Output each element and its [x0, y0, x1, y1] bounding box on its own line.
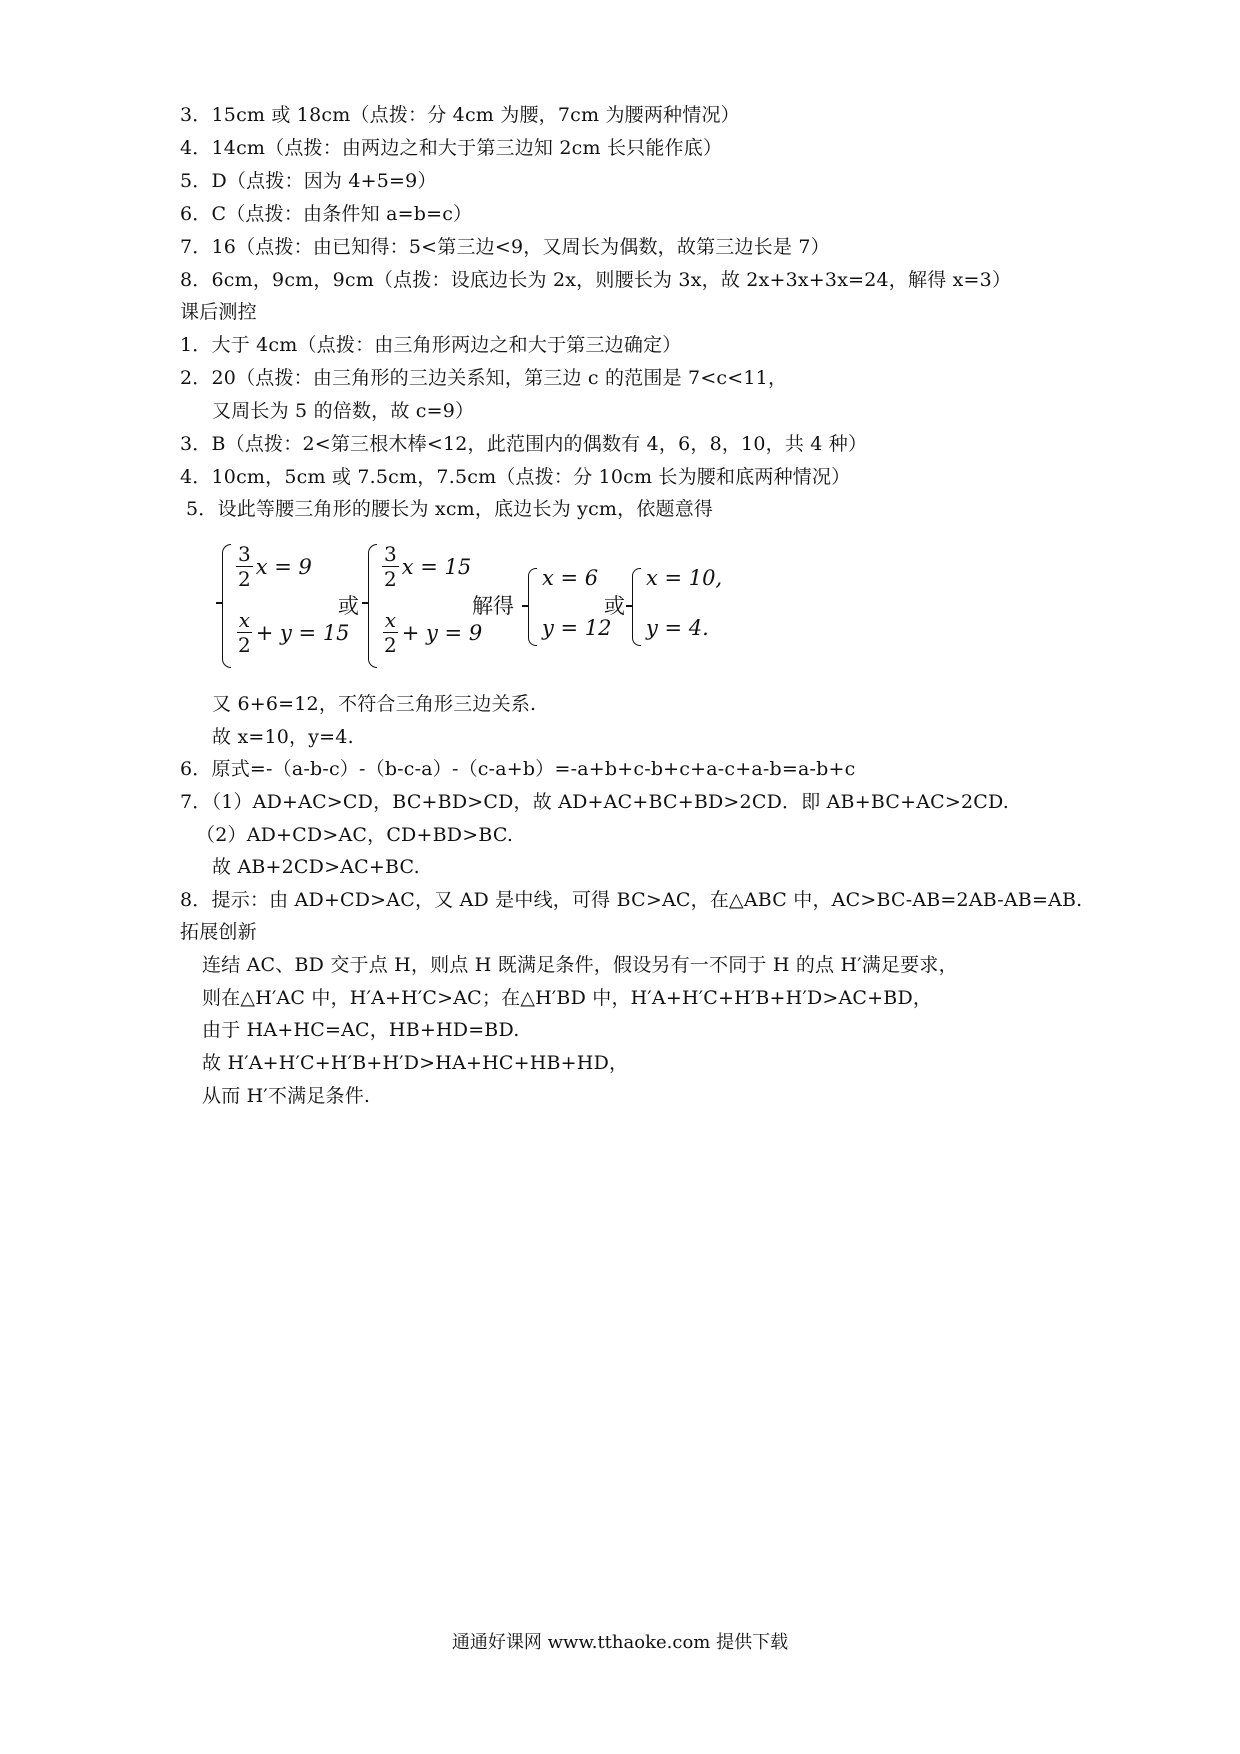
equation-system-1 [222, 540, 352, 670]
section-heading-extension: 拓展创新 [180, 921, 257, 943]
answer-5: 5．D（点拨：因为 4+5=9） [180, 170, 437, 192]
or-word-2: 或 [604, 594, 625, 618]
answer-c5: 5．设此等腰三角形的腰长为 xcm，底边长为 ycm，依题意得 [186, 498, 714, 520]
extension-line-2: 则在△H′AC 中，H′A+H′C>AC；在△H′BD 中，H′A+H′C+H′B+H′D>AC+BD， [202, 987, 933, 1009]
answer-3: 3．15cm 或 18cm（点拨：分 4cm 为腰，7cm 为腰两种情况） [180, 104, 740, 126]
left-brace [368, 544, 377, 668]
solution-row: x = 10, [646, 566, 723, 590]
answer-c7-2: （2）AD+CD>AC，CD+BD>BC. [196, 824, 514, 846]
solution-row: y = 12 [542, 616, 612, 640]
answer-c7-1: 7．（1）AD+AC>CD，BC+BD>CD，故 AD+AC+BC+BD>2CD．即 AB+BC+AC>2CD. [180, 791, 1010, 813]
answer-c5-check: 又 6+6=12，不符合三角形三边关系. [212, 693, 537, 715]
solution-2 [632, 568, 722, 644]
frac-num: x [238, 608, 250, 632]
equation-system-2 [368, 540, 488, 670]
left-brace [222, 544, 231, 668]
answer-c4: 4．10cm，5cm 或 7.5cm，7.5cm（点拨：分 10cm 长为腰和底两种情况） [180, 466, 851, 488]
eq-row-rest: + y = 9 [401, 620, 483, 645]
answer-c5-result: 故 x=10，y=4. [212, 726, 354, 748]
eq-row-rest: x = 15 [401, 554, 472, 579]
eq-row-rest: + y = 15 [255, 620, 350, 645]
answer-4: 4．14cm（点拨：由两边之和大于第三边知 2cm 长只能作底） [180, 137, 723, 159]
answer-c8: 8．提示：由 AD+CD>AC，又 AD 是中线，可得 BC>AC，在△ABC 中，AC>BC-AB=2AB-AB=AB. [180, 889, 1083, 911]
answer-c1: 1．大于 4cm（点拨：由三角形两边之和大于第三边确定） [180, 334, 682, 356]
frac-den: 2 [238, 567, 251, 591]
page-footer: 通通好课网 www.tthaoke.com 提供下载 [451, 1632, 789, 1653]
frac-den: 2 [384, 567, 397, 591]
or-word: 或 [338, 594, 359, 618]
equation-systems [222, 540, 742, 670]
frac-num: x [384, 608, 396, 632]
extension-line-3: 由于 HA+HC=AC，HB+HD=BD. [202, 1019, 520, 1041]
answer-7: 7．16（点拨：由已知得：5<第三边<9，又周长为偶数，故第三边长是 7） [180, 236, 830, 258]
left-brace [528, 568, 537, 646]
eq-row-rest: x = 9 [255, 554, 312, 579]
frac-num: 3 [384, 542, 397, 566]
left-brace [632, 568, 641, 646]
answer-c6: 6．原式=-（a-b-c）-（b-c-a）-（c-a+b）=-a+b+c-b+c+a-c+a-b=a-b+c [180, 758, 856, 780]
answer-c7-3: 故 AB+2CD>AC+BC. [212, 856, 420, 878]
solution-row: x = 6 [542, 566, 599, 590]
solve-word: 解得 [472, 594, 514, 618]
extension-line-4: 故 H′A+H′C+H′B+H′D>HA+HC+HB+HD， [202, 1052, 629, 1074]
solution-1 [528, 566, 612, 644]
frac-den: 2 [384, 633, 397, 657]
frac-num: 3 [238, 542, 251, 566]
extension-line-5: 从而 H′不满足条件. [202, 1085, 371, 1107]
solution-row: y = 4. [646, 616, 709, 640]
answer-6: 6．C（点拨：由条件知 a=b=c） [180, 203, 473, 225]
section-heading-after-class: 课后测控 [180, 301, 257, 323]
frac-den: 2 [238, 633, 251, 657]
answer-c2: 2．20（点拨：由三角形的三边关系知，第三边 c 的范围是 7<c<11， [180, 367, 788, 389]
answer-8: 8．6cm，9cm，9cm（点拨：设底边长为 2x，则腰长为 3x，故 2x+3x+3x=24，解得 x=3） [180, 269, 1012, 291]
answer-c2-cont: 又周长为 5 的倍数，故 c=9） [212, 400, 475, 422]
extension-line-1: 连结 AC、BD 交于点 H，则点 H 既满足条件，假设另有一不同于 H 的点 H′满足要求， [202, 954, 958, 976]
answer-c3: 3．B（点拨：2<第三根木棒<12，此范围内的偶数有 4，6，8，10，共 4 种） [180, 433, 868, 455]
